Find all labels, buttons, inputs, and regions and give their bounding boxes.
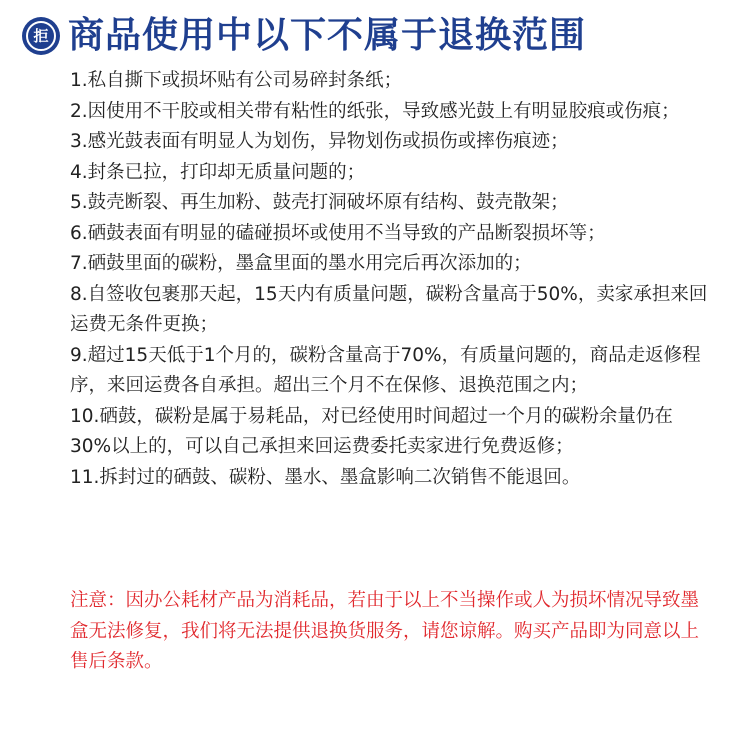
rule-item: 7.硒鼓里面的碳粉，墨盒里面的墨水用完后再次添加的；	[70, 253, 532, 274]
badge-char: 拒	[26, 21, 56, 51]
rule-item: 3.感光鼓表面有明显人为划伤，异物划伤或损伤或摔伤痕迹；	[70, 131, 569, 152]
refuse-badge-icon	[22, 17, 60, 55]
page-title: 商品使用中以下不属于退换范围	[68, 15, 587, 56]
rule-item: 1.私自撕下或损坏贴有公司易碎封条纸；	[70, 70, 403, 91]
rule-item: 4.封条已拉，打印却无质量问题的；	[70, 161, 366, 183]
rule-item: 10.硒鼓，碳粉是属于易耗品，对已经使用时间超过一个月的碳粉余量仍在30%以上的，可以自己承担来回运费委托卖家进行免费返修；	[70, 405, 673, 457]
rule-item: 2.因使用不干胶或相关带有粘性的纸张，导致感光鼓上有明显胶痕或伤痕；	[70, 100, 680, 122]
rule-item: 9.超过15天低于1个月的，碳粉含量高于70%，有质量问题的，商品走返修程序，来回运费各自承担。超出三个月不在保修、退换范围之内；	[70, 344, 701, 396]
notice-text: 注意：因办公耗材产品为消耗品，若由于以上不当操作或人为损坏情况导致墨盒无法修复，我们将无法提供退换货服务，请您谅解。购买产品即为同意以上售后条款。	[70, 590, 700, 672]
notice-block	[70, 586, 710, 678]
rule-item: 5.鼓壳断裂、再生加粉、鼓壳打洞破坏原有结构、鼓壳散架；	[70, 192, 569, 213]
rules-list	[70, 66, 710, 493]
rule-item: 8.自签收包裹那天起，15天内有质量问题，碳粉含量高于50%，卖家承担来回运费无条件更换；	[70, 283, 708, 335]
rule-item: 6.硒鼓表面有明显的磕碰损坏或使用不当导致的产品断裂损坏等；	[70, 222, 606, 244]
header	[22, 12, 586, 60]
rule-item: 11.拆封过的硒鼓、碳粉、墨水、墨盒影响二次销售不能退回。	[70, 466, 581, 488]
